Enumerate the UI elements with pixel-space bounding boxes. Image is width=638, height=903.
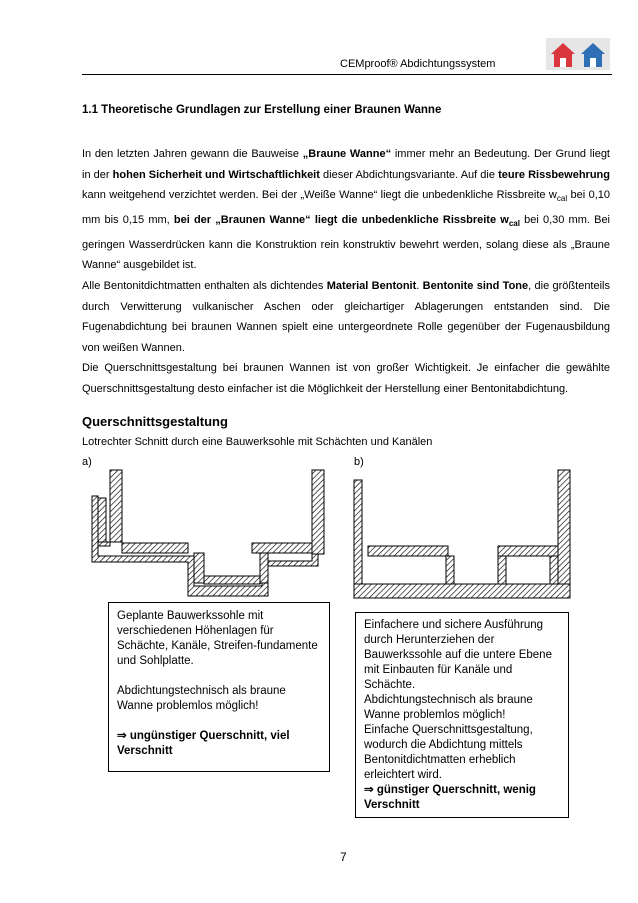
callout-a-conclusion: [117, 729, 321, 759]
company-logo-icon: [546, 38, 610, 70]
figure-b-label: b): [354, 456, 364, 468]
figure-a-label: a): [82, 456, 92, 468]
callout-b-text-2: Abdichtungstechnisch als braune Wanne problemlos möglich!: [364, 694, 533, 721]
section-title: 1.1 Theoretische Grundlagen zur Erstellung einer Braunen Wanne: [82, 104, 442, 116]
subscript: cal: [508, 219, 520, 229]
text-run: bei 0,30 mm. Bei geringen Wasserdrücken kann die Konstruktion rein konstruktiv bewehrt werden, solang diese als „Braune Wanne“ ausgebildet ist.: [82, 213, 610, 272]
paragraph-3: Die Querschnittsgestaltung bei braunen Wannen ist von großer Wichtigkeit. Je einfacher die gewählte Querschnittsgestaltung desto einfacher ist die Möglichkeit der Herstellung einer Bentonitabdichtung.: [82, 362, 610, 395]
header-title: CEMproof® Abdichtungssystem: [340, 58, 496, 70]
conclusion-text: günstiger Querschnitt, wenig Verschnitt: [364, 784, 536, 811]
figure-b-section: [354, 470, 570, 598]
text-run: .: [416, 279, 423, 292]
callout-a-text-1: Geplante Bauwerkssohle mit verschiedenen Höhenlagen für Schächte, Kanäle, Streifen-fundamente und Sohlplatte.: [117, 610, 318, 667]
text-run: bei 0,10 mm bis 0,15 mm,: [82, 189, 610, 226]
bold-run: Material Bentonit: [326, 279, 417, 292]
figure-a-section: [92, 470, 324, 596]
callout-box-b: [355, 612, 569, 818]
callout-box-a: [108, 602, 330, 772]
text-run: In den letzten Jahren gewann die Bauweise: [82, 148, 303, 160]
text-run: Alle Bentonitdichtmatten enthalten als dichtendes: [82, 279, 327, 292]
text-run: , die größtenteils durch Verwitterung vulkanischer Aschen oder gleichartiger Ablagerungen entstanden sind. Die Fugenabdichtung bei braunen Wannen spielt eine untergeordnete Rolle gegenüber der Fugenausbildung von weißen Wannen.: [82, 279, 610, 354]
bold-run: teure Rissbewehrung: [498, 168, 610, 181]
arrow-right-icon: ⇒: [364, 784, 374, 796]
text-run: dieser Abdichtungsvariante. Auf die: [319, 168, 499, 181]
header-divider: [82, 74, 612, 75]
callout-b-text-1: Einfachere und sichere Ausführung durch Herunterziehen der Bauwerkssohle auf die untere Ebene mit Einbauten für Kanäle und Schächte.: [364, 619, 552, 691]
text-run: immer mehr an Bedeutung. Der Grund liegt in der: [82, 148, 610, 181]
bold-run: bei der „Braunen Wanne“ liegt die unbedenkliche Rissbreite w: [173, 213, 509, 226]
cross-section-diagram: [82, 466, 612, 616]
callout-b-text-3: Einfache Querschnittsgestaltung, wodurch die Abdichtung mittels Bentonitdichtmatten erheblich erleichtert wird.: [364, 724, 533, 781]
paragraph-2: [82, 276, 610, 358]
callout-b-conclusion: [364, 783, 560, 813]
paragraph-1: [82, 144, 610, 276]
bold-run: Bentonite sind Tone: [422, 279, 529, 292]
subsection-title: Querschnittsgestaltung: [82, 414, 228, 429]
figure-caption: Lotrechter Schnitt durch eine Bauwerksohle mit Schächten und Kanälen: [82, 436, 433, 448]
bold-run: „Braune Wanne“: [302, 148, 392, 160]
page-number: 7: [340, 850, 347, 864]
bold-run: hohen Sicherheit und Wirtschaftlichkeit: [112, 168, 320, 181]
callout-a-text-2: Abdichtungstechnisch als braune Wanne problemlos möglich!: [117, 685, 286, 712]
arrow-right-icon: ⇒: [117, 730, 127, 742]
subscript: cal: [556, 194, 568, 204]
text-run: kann weitgehend verzichtet werden. Bei der „Weiße Wanne“ liegt die unbedenkliche Rissbreite w: [82, 189, 557, 202]
conclusion-text: ungünstiger Querschnitt, viel Verschnitt: [117, 730, 290, 757]
body-text: [82, 144, 610, 400]
